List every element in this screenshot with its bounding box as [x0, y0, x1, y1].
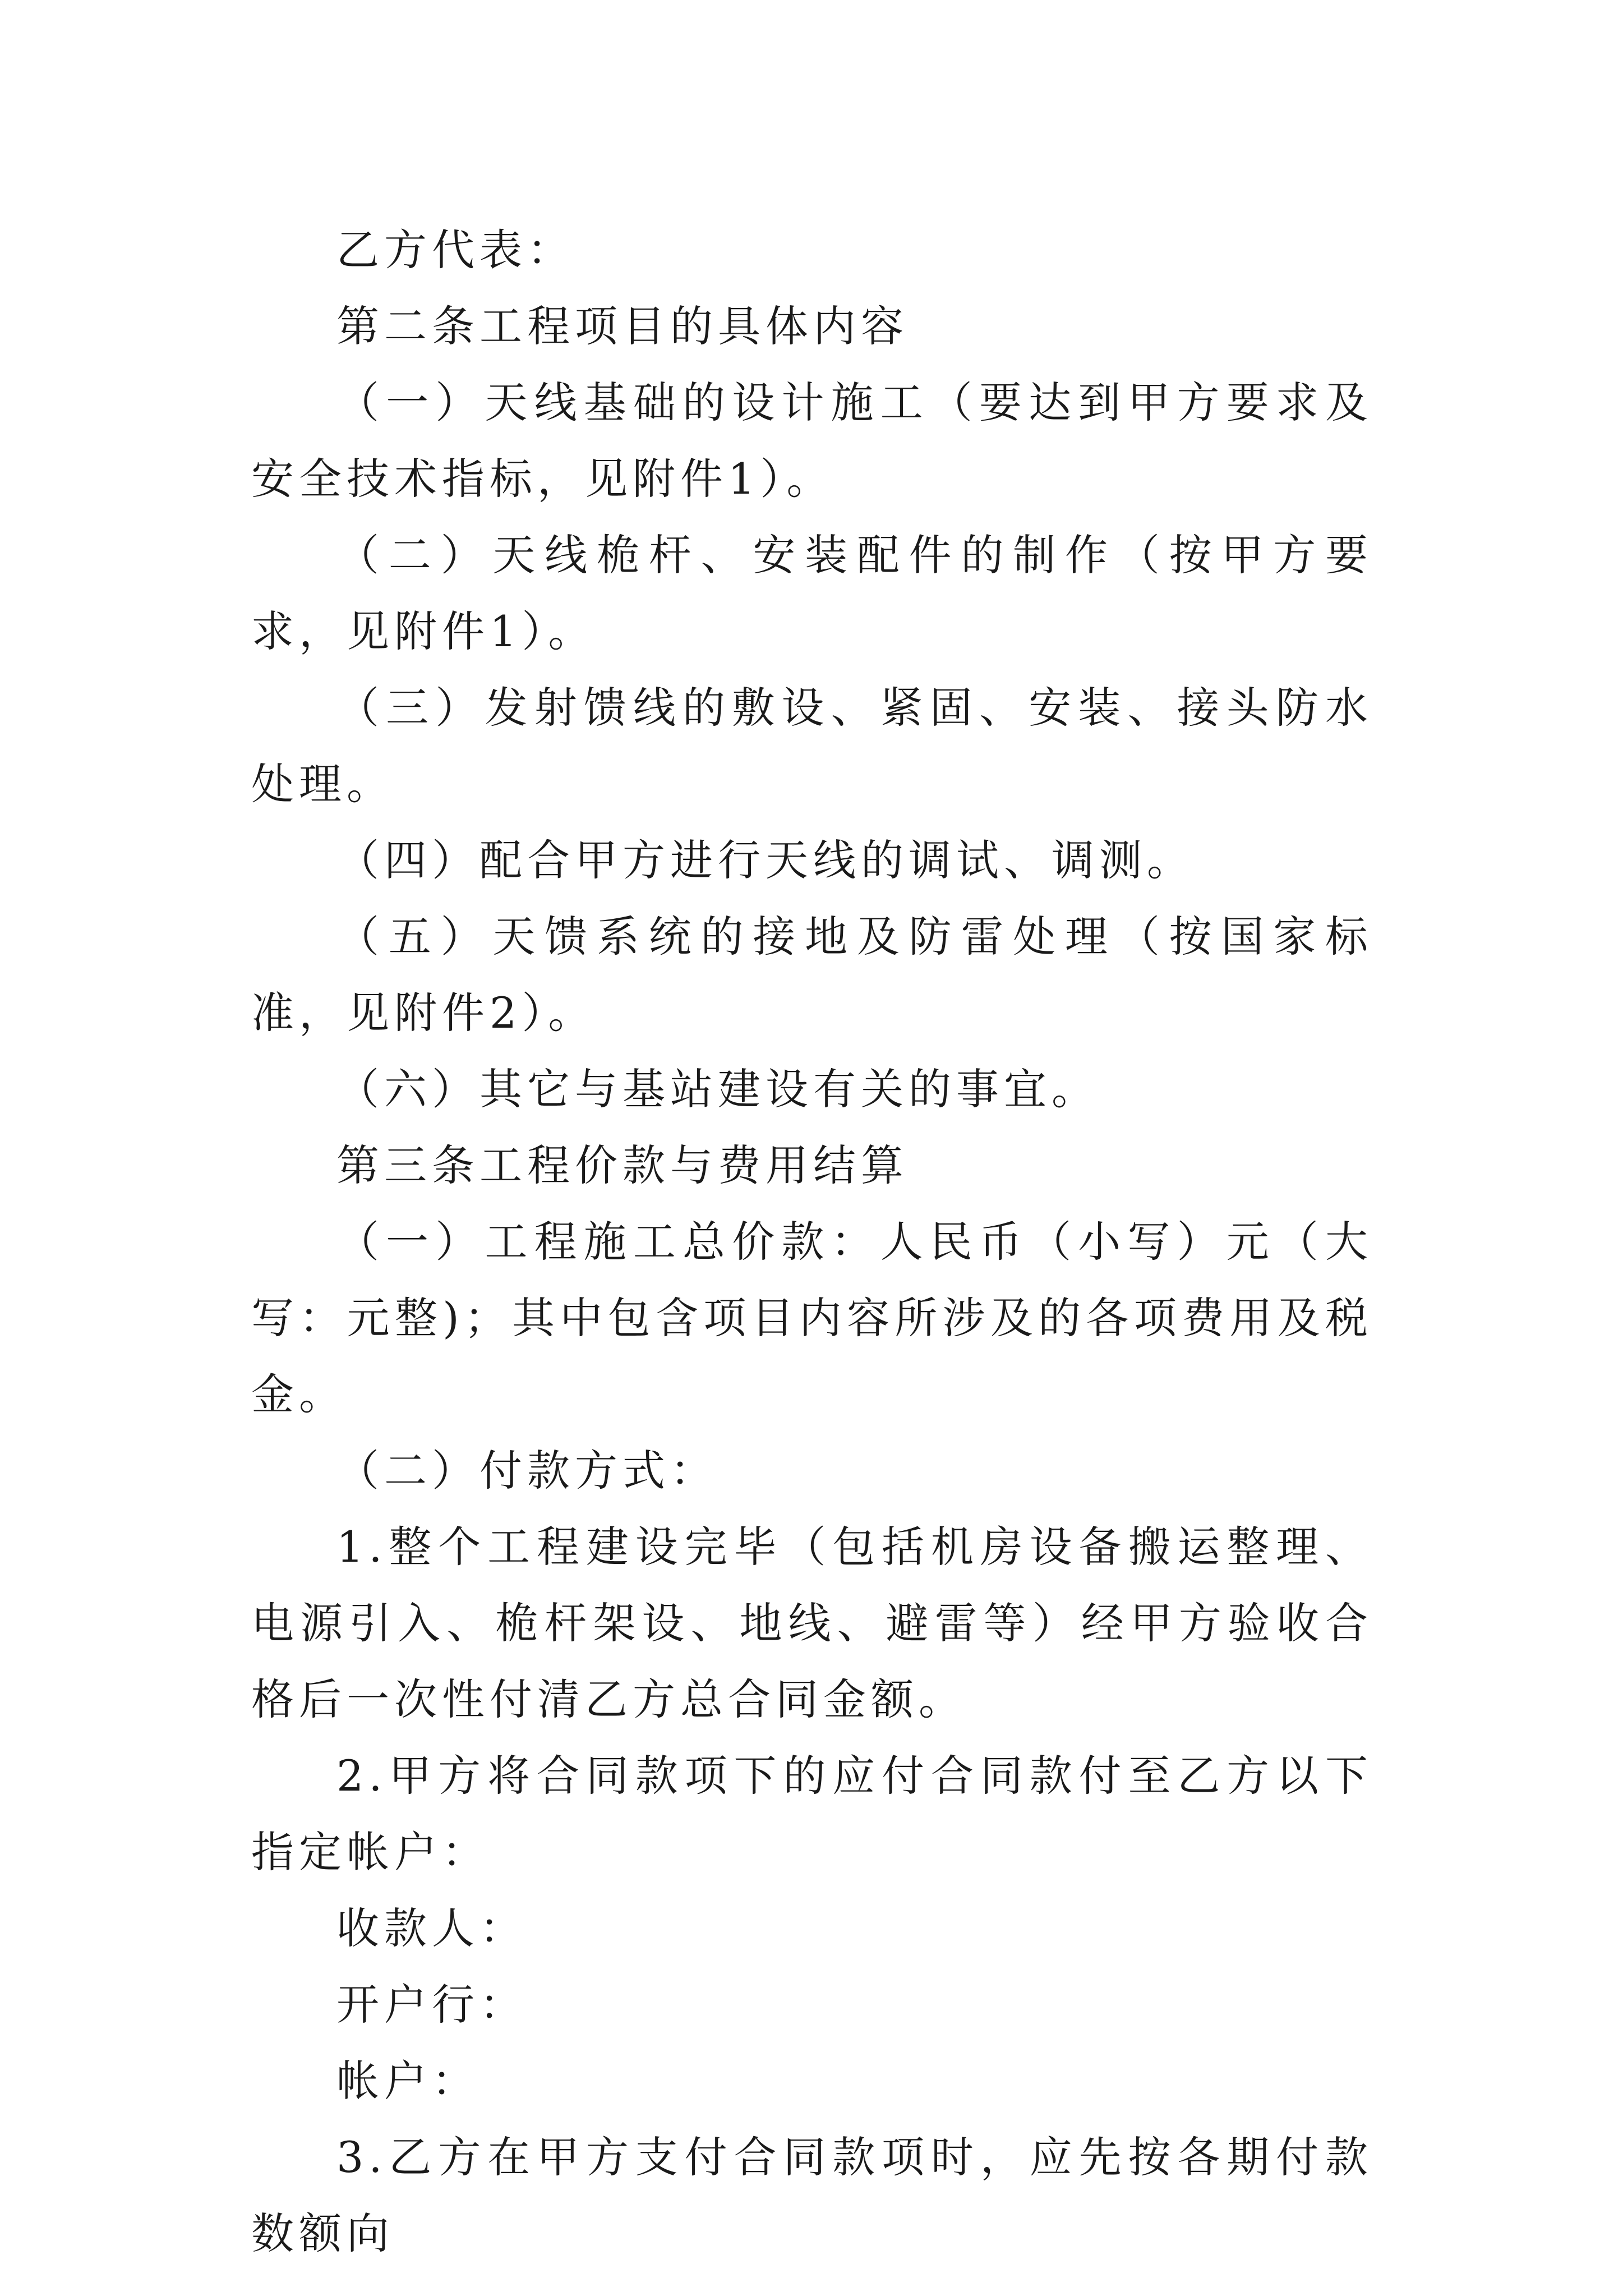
document-body: [251, 212, 1373, 2272]
article-3-item-2-payment-method: （二）付款方式：: [336, 1446, 718, 1496]
payment-clause-3: 3.乙方在甲方支付合同款项时，应先按各期付款数额向: [251, 2132, 1373, 2258]
party-b-representative-line: 乙方代表：: [336, 225, 575, 275]
bank-line: 开户行：: [336, 1980, 527, 2030]
article-3-item-1-total-price: （一）工程施工总价款：人民币（小写）元（大写：元整)；其中包含项目内容所涉及的各项费用及税金。: [251, 1217, 1373, 1419]
article-2-item-3: （三）发射馈线的敷设、紧固、安装、接头防水处理。: [251, 683, 1373, 809]
account-line: 帐户：: [336, 2056, 479, 2106]
payment-clause-2: 2.甲方将合同款项下的应付合同款付至乙方以下指定帐户：: [251, 1751, 1373, 1877]
article-2-item-4: （四）配合甲方进行天线的调试、调测。: [336, 835, 1195, 885]
article-2-heading: 第二条工程项目的具体内容: [336, 301, 909, 351]
article-3-heading: 第三条工程价款与费用结算: [336, 1140, 909, 1190]
article-2-item-5: （五）天馈系统的接地及防雷处理（按国家标准，见附件2）。: [251, 912, 1373, 1038]
article-2-item-2: （二）天线桅杆、安装配件的制作（按甲方要求，见附件1）。: [251, 530, 1373, 656]
article-2-item-6: （六）其它与基站建设有关的事宜。: [336, 1064, 1099, 1114]
article-2-item-1: （一）天线基础的设计施工（要达到甲方要求及安全技术指标，见附件1）。: [251, 378, 1373, 504]
payee-line: 收款人：: [336, 1903, 527, 1953]
payment-clause-1: 1.整个工程建设完毕（包括机房设备搬运整理、电源引入、桅杆架设、地线、避雷等）经甲方验收合格后一次性付清乙方总合同金额。: [251, 1522, 1373, 1724]
